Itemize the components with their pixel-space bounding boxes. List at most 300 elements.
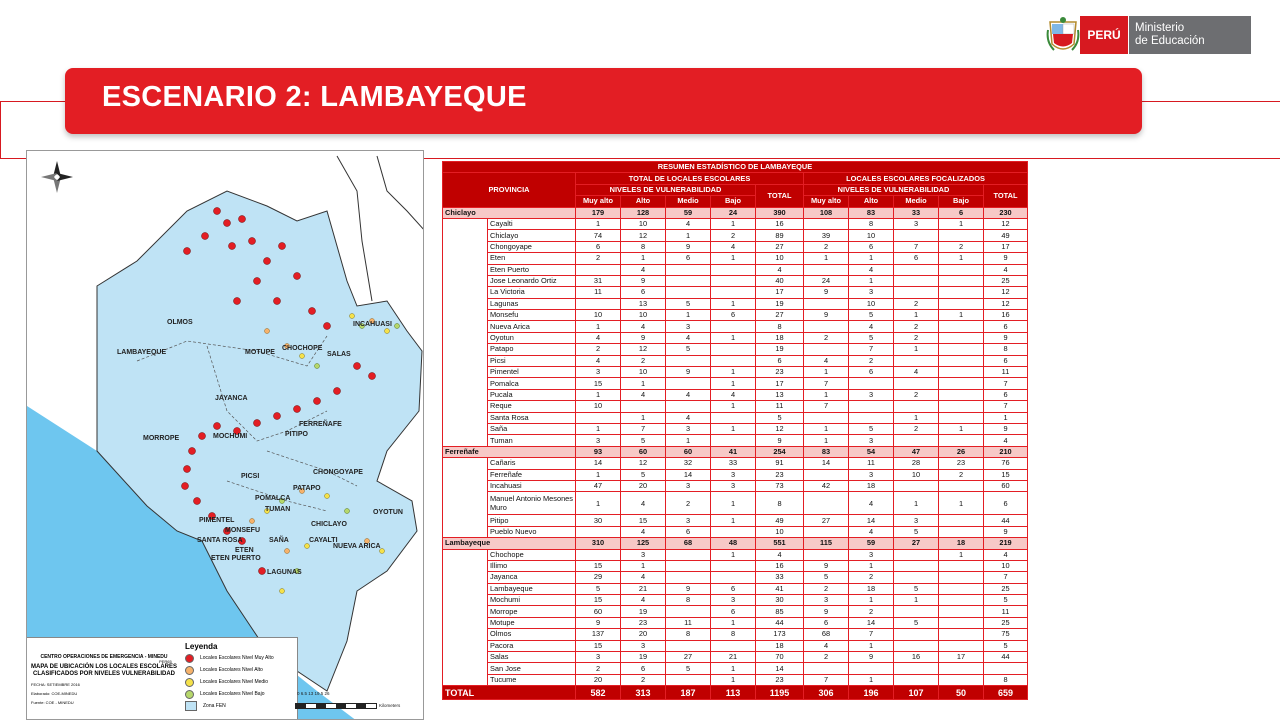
legend-date: FECHA: SETIEMBRE 2016 bbox=[31, 682, 80, 687]
district-value: 17 bbox=[756, 378, 804, 389]
district-name: Cayalti bbox=[488, 218, 576, 229]
district-value bbox=[894, 264, 939, 275]
district-value bbox=[939, 435, 984, 446]
district-value: 15 bbox=[576, 640, 621, 651]
district-value: 2 bbox=[804, 332, 849, 343]
district-value bbox=[894, 275, 939, 286]
legend-item-zona-fen: Zona FEN bbox=[185, 700, 274, 712]
district-value bbox=[894, 378, 939, 389]
district-value: 1 bbox=[621, 412, 666, 423]
province-value: 210 bbox=[984, 446, 1028, 457]
district-name: Pimentel bbox=[488, 367, 576, 378]
district-value: 4 bbox=[666, 389, 711, 400]
district-value bbox=[939, 595, 984, 606]
map-label-monsefu: MONSEFU bbox=[225, 527, 260, 534]
indent-cell bbox=[443, 435, 488, 446]
district-value bbox=[804, 264, 849, 275]
district-value: 3 bbox=[711, 595, 756, 606]
table-row bbox=[443, 344, 1028, 355]
district-value bbox=[939, 264, 984, 275]
district-value: 2 bbox=[804, 583, 849, 594]
district-value bbox=[666, 275, 711, 286]
district-value: 3 bbox=[849, 549, 894, 560]
district-value: 5 bbox=[849, 423, 894, 434]
province-value: 115 bbox=[804, 538, 849, 549]
district-value: 9 bbox=[666, 367, 711, 378]
district-value: 3 bbox=[621, 549, 666, 560]
district-value: 5 bbox=[894, 526, 939, 537]
district-value: 11 bbox=[849, 458, 894, 469]
district-value: 19 bbox=[621, 606, 666, 617]
district-value bbox=[939, 526, 984, 537]
district-value: 6 bbox=[666, 253, 711, 264]
grand-total-value: 113 bbox=[711, 686, 756, 700]
district-value: 1 bbox=[939, 253, 984, 264]
district-value: 6 bbox=[984, 492, 1028, 515]
header-total-1: TOTAL bbox=[756, 184, 804, 207]
district-value bbox=[576, 412, 621, 423]
red-dot-icon bbox=[185, 654, 194, 663]
map-label-lambayeque: LAMBAYEQUE bbox=[117, 349, 167, 356]
district-value bbox=[894, 287, 939, 298]
district-value: 31 bbox=[576, 275, 621, 286]
district-value: 4 bbox=[621, 264, 666, 275]
table-row bbox=[443, 674, 1028, 685]
grand-total-value: 1195 bbox=[756, 686, 804, 700]
indent-cell bbox=[443, 355, 488, 366]
district-value: 3 bbox=[894, 218, 939, 229]
district-value bbox=[894, 629, 939, 640]
map-label-incahuasi: INCAHUASI bbox=[353, 321, 392, 328]
coat-of-arms-icon bbox=[1046, 16, 1080, 56]
district-value: 7 bbox=[984, 401, 1028, 412]
district-value: 20 bbox=[621, 629, 666, 640]
district-name: San Jose bbox=[488, 663, 576, 674]
province-value: 93 bbox=[576, 446, 621, 457]
district-value: 11 bbox=[576, 287, 621, 298]
district-name: La Victoria bbox=[488, 287, 576, 298]
legend-item-muy-alto: Locales Escolares Nivel Muy Alto bbox=[185, 652, 274, 664]
district-value: 2 bbox=[894, 298, 939, 309]
district-value: 4 bbox=[621, 389, 666, 400]
district-value: 8 bbox=[984, 344, 1028, 355]
district-value: 4 bbox=[666, 412, 711, 423]
district-value: 2 bbox=[939, 241, 984, 252]
district-value: 4 bbox=[894, 367, 939, 378]
table-row bbox=[443, 640, 1028, 651]
district-value: 9 bbox=[984, 253, 1028, 264]
indent-cell bbox=[443, 583, 488, 594]
district-value bbox=[894, 401, 939, 412]
district-value: 16 bbox=[756, 560, 804, 571]
district-value: 1 bbox=[939, 423, 984, 434]
district-value bbox=[939, 332, 984, 343]
district-value: 6 bbox=[984, 389, 1028, 400]
district-value: 1 bbox=[621, 560, 666, 571]
district-value: 68 bbox=[804, 629, 849, 640]
district-value: 12 bbox=[984, 298, 1028, 309]
district-value: 10 bbox=[756, 526, 804, 537]
district-value bbox=[939, 367, 984, 378]
district-value: 3 bbox=[576, 435, 621, 446]
grand-total-row bbox=[443, 686, 1028, 700]
district-value: 1 bbox=[804, 435, 849, 446]
indent-cell bbox=[443, 412, 488, 423]
table-title: RESUMEN ESTADÍSTICO DE LAMBAYEQUE bbox=[443, 162, 1028, 173]
district-name: Olmos bbox=[488, 629, 576, 640]
header-total-locales: TOTAL DE LOCALES ESCOLARES bbox=[576, 173, 804, 184]
district-value: 3 bbox=[894, 515, 939, 526]
district-value bbox=[894, 435, 939, 446]
minedu-logo bbox=[1046, 14, 1205, 58]
map-label-sana: SAÑA bbox=[269, 537, 289, 544]
district-value: 3 bbox=[621, 640, 666, 651]
district-value bbox=[939, 583, 984, 594]
district-value: 4 bbox=[804, 640, 849, 651]
grand-total-value: 313 bbox=[621, 686, 666, 700]
district-value bbox=[894, 606, 939, 617]
province-value: 59 bbox=[666, 207, 711, 218]
district-value: 1 bbox=[666, 435, 711, 446]
indent-cell bbox=[443, 275, 488, 286]
district-value bbox=[804, 526, 849, 537]
district-value: 4 bbox=[576, 332, 621, 343]
province-value: 254 bbox=[756, 446, 804, 457]
district-value: 9 bbox=[804, 310, 849, 321]
header-bajo-2: Bajo bbox=[939, 196, 984, 207]
district-value bbox=[621, 401, 666, 412]
district-name: Reque bbox=[488, 401, 576, 412]
vulnerability-map bbox=[26, 150, 424, 720]
grand-total-value: 196 bbox=[849, 686, 894, 700]
district-value: 6 bbox=[666, 526, 711, 537]
district-value: 4 bbox=[849, 492, 894, 515]
district-value: 2 bbox=[576, 344, 621, 355]
district-value bbox=[939, 389, 984, 400]
district-value bbox=[939, 560, 984, 571]
district-value: 9 bbox=[576, 617, 621, 628]
district-name: Chochope bbox=[488, 549, 576, 560]
district-value: 1 bbox=[849, 674, 894, 685]
district-value bbox=[666, 560, 711, 571]
district-value: 1 bbox=[711, 549, 756, 560]
district-value: 23 bbox=[621, 617, 666, 628]
legend-info bbox=[29, 640, 179, 720]
district-value bbox=[894, 480, 939, 491]
district-value: 2 bbox=[621, 674, 666, 685]
district-value: 32 bbox=[666, 458, 711, 469]
district-value: 8 bbox=[666, 629, 711, 640]
title-banner bbox=[65, 68, 1142, 134]
district-value: 7 bbox=[804, 674, 849, 685]
district-value: 1 bbox=[621, 378, 666, 389]
district-value: 1 bbox=[984, 412, 1028, 423]
district-value: 1 bbox=[804, 389, 849, 400]
district-name: Lambayeque bbox=[488, 583, 576, 594]
district-value: 4 bbox=[621, 572, 666, 583]
table-row bbox=[443, 378, 1028, 389]
district-value: 16 bbox=[984, 310, 1028, 321]
district-value bbox=[804, 492, 849, 515]
map-label-ferrenafe: FERREÑAFE bbox=[299, 421, 342, 428]
district-value bbox=[804, 298, 849, 309]
district-value: 17 bbox=[939, 652, 984, 663]
district-value: 1 bbox=[621, 253, 666, 264]
district-value: 4 bbox=[849, 526, 894, 537]
map-label-pitipo: PITIPO bbox=[285, 431, 308, 438]
district-name: Pucala bbox=[488, 389, 576, 400]
district-value: 10 bbox=[849, 230, 894, 241]
district-value: 9 bbox=[756, 435, 804, 446]
province-value: 18 bbox=[939, 538, 984, 549]
district-value: 18 bbox=[849, 480, 894, 491]
district-value: 1 bbox=[711, 401, 756, 412]
district-value: 4 bbox=[984, 264, 1028, 275]
district-value: 1 bbox=[711, 367, 756, 378]
legend-map-title: MAPA DE UBICACIÓN LOS LOCALES ESCOLARES CLASIFICADOS POR NIVELES VULNERABILIDAD bbox=[30, 664, 177, 677]
legend-source: Fuente: COE - MINEDU bbox=[31, 700, 74, 705]
district-value: 4 bbox=[666, 218, 711, 229]
district-value: 85 bbox=[756, 606, 804, 617]
district-value: 4 bbox=[756, 549, 804, 560]
indent-cell bbox=[443, 572, 488, 583]
district-value: 4 bbox=[711, 389, 756, 400]
district-name: Pacora bbox=[488, 640, 576, 651]
table-row bbox=[443, 423, 1028, 434]
district-value bbox=[939, 275, 984, 286]
legend-sheet: PER65 bbox=[159, 659, 172, 664]
district-value: 1 bbox=[939, 549, 984, 560]
district-value: 1 bbox=[576, 469, 621, 480]
district-value: 1 bbox=[939, 218, 984, 229]
header-muy-alto-1: Muy alto bbox=[576, 196, 621, 207]
indent-cell bbox=[443, 298, 488, 309]
district-value: 27 bbox=[756, 310, 804, 321]
table-row bbox=[443, 298, 1028, 309]
district-value: 3 bbox=[576, 652, 621, 663]
scale-bar bbox=[295, 703, 377, 709]
legend-items bbox=[185, 652, 274, 712]
header-medio-2: Medio bbox=[894, 196, 939, 207]
table-row bbox=[443, 617, 1028, 628]
district-value: 6 bbox=[756, 355, 804, 366]
district-value: 1 bbox=[666, 230, 711, 241]
map-label-chiclayo: CHICLAYO bbox=[311, 521, 347, 528]
district-value bbox=[804, 218, 849, 229]
legend-item-bajo: Locales Escolares Nivel Bajo bbox=[185, 688, 274, 700]
district-value: 6 bbox=[711, 606, 756, 617]
table-row bbox=[443, 515, 1028, 526]
district-value: 1 bbox=[804, 367, 849, 378]
province-name: Lambayeque bbox=[443, 538, 576, 549]
district-name: Salas bbox=[488, 652, 576, 663]
district-value bbox=[711, 321, 756, 332]
map-label-chochope: CHOCHOPE bbox=[282, 345, 323, 352]
province-name: Ferreñafe bbox=[443, 446, 576, 457]
district-name: Ferreñafe bbox=[488, 469, 576, 480]
district-value: 6 bbox=[576, 241, 621, 252]
header-muy-alto-2: Muy alto bbox=[804, 196, 849, 207]
district-value: 7 bbox=[849, 344, 894, 355]
district-value: 1 bbox=[711, 423, 756, 434]
district-value: 6 bbox=[849, 241, 894, 252]
district-value: 30 bbox=[756, 595, 804, 606]
district-value: 25 bbox=[984, 583, 1028, 594]
table-row bbox=[443, 435, 1028, 446]
district-value: 6 bbox=[711, 310, 756, 321]
district-value: 2 bbox=[804, 241, 849, 252]
district-value: 4 bbox=[621, 321, 666, 332]
indent-cell bbox=[443, 526, 488, 537]
district-name: Illimo bbox=[488, 560, 576, 571]
district-value bbox=[894, 230, 939, 241]
district-value: 11 bbox=[666, 617, 711, 628]
district-value: 10 bbox=[894, 469, 939, 480]
district-value bbox=[576, 549, 621, 560]
scale-unit: Kilometers bbox=[379, 703, 401, 708]
map-label-salas: SALAS bbox=[327, 351, 351, 358]
district-value: 33 bbox=[711, 458, 756, 469]
indent-cell bbox=[443, 606, 488, 617]
district-value: 5 bbox=[894, 617, 939, 628]
district-name: Picsi bbox=[488, 355, 576, 366]
indent-cell bbox=[443, 367, 488, 378]
district-name: Monsefu bbox=[488, 310, 576, 321]
district-value: 1 bbox=[711, 617, 756, 628]
district-value bbox=[939, 606, 984, 617]
district-value bbox=[939, 515, 984, 526]
district-value: 2 bbox=[621, 355, 666, 366]
district-value: 76 bbox=[984, 458, 1028, 469]
district-value: 4 bbox=[756, 264, 804, 275]
district-name: Santa Rosa bbox=[488, 412, 576, 423]
logo-country: PERÚ bbox=[1080, 16, 1129, 54]
district-value bbox=[576, 298, 621, 309]
district-value: 89 bbox=[756, 230, 804, 241]
district-value: 75 bbox=[984, 629, 1028, 640]
map-label-cayalti: CAYALTI bbox=[309, 537, 338, 544]
district-name: Tuman bbox=[488, 435, 576, 446]
table-row bbox=[443, 401, 1028, 412]
indent-cell bbox=[443, 264, 488, 275]
district-value: 4 bbox=[666, 332, 711, 343]
district-value: 4 bbox=[576, 355, 621, 366]
district-value bbox=[666, 287, 711, 298]
indent-cell bbox=[443, 218, 488, 229]
district-value: 9 bbox=[984, 526, 1028, 537]
district-value: 23 bbox=[756, 469, 804, 480]
province-value: 26 bbox=[939, 446, 984, 457]
district-value: 17 bbox=[984, 241, 1028, 252]
province-value: 310 bbox=[576, 538, 621, 549]
district-value: 49 bbox=[984, 230, 1028, 241]
district-value: 10 bbox=[984, 560, 1028, 571]
district-value: 1 bbox=[849, 595, 894, 606]
map-label-morrope: MORROPE bbox=[143, 435, 180, 442]
orange-dot-icon bbox=[185, 666, 194, 675]
indent-cell bbox=[443, 389, 488, 400]
district-value: 9 bbox=[621, 275, 666, 286]
district-value bbox=[711, 287, 756, 298]
indent-cell bbox=[443, 321, 488, 332]
table-row bbox=[443, 367, 1028, 378]
district-value: 2 bbox=[894, 389, 939, 400]
indent-cell bbox=[443, 652, 488, 663]
district-value: 27 bbox=[666, 652, 711, 663]
district-value: 8 bbox=[849, 218, 894, 229]
district-value: 9 bbox=[666, 241, 711, 252]
district-value: 8 bbox=[756, 492, 804, 515]
map-label-mochumi: MOCHUMI bbox=[213, 433, 248, 440]
table-row bbox=[443, 253, 1028, 264]
district-value: 173 bbox=[756, 629, 804, 640]
district-value bbox=[939, 629, 984, 640]
district-value: 2 bbox=[849, 572, 894, 583]
district-value bbox=[666, 572, 711, 583]
district-value: 19 bbox=[756, 298, 804, 309]
district-value: 5 bbox=[849, 332, 894, 343]
district-value: 2 bbox=[894, 332, 939, 343]
district-name: Chiclayo bbox=[488, 230, 576, 241]
header-niveles-2: NIVELES DE VULNERABILIDAD bbox=[804, 184, 984, 195]
district-name: Pomalca bbox=[488, 378, 576, 389]
indent-cell bbox=[443, 253, 488, 264]
indent-cell bbox=[443, 401, 488, 412]
table-header-row-1 bbox=[443, 173, 1028, 184]
table-row bbox=[443, 629, 1028, 640]
district-name: Oyotun bbox=[488, 332, 576, 343]
district-value: 8 bbox=[711, 629, 756, 640]
district-value: 14 bbox=[849, 515, 894, 526]
indent-cell bbox=[443, 241, 488, 252]
grand-total-value: 187 bbox=[666, 686, 711, 700]
district-value bbox=[939, 230, 984, 241]
province-value: 24 bbox=[711, 207, 756, 218]
district-value bbox=[939, 663, 984, 674]
district-value bbox=[711, 526, 756, 537]
district-value: 2 bbox=[666, 492, 711, 515]
district-value: 15 bbox=[576, 378, 621, 389]
district-value: 7 bbox=[984, 378, 1028, 389]
indent-cell bbox=[443, 663, 488, 674]
district-value: 5 bbox=[666, 344, 711, 355]
district-value: 19 bbox=[621, 652, 666, 663]
district-value: 18 bbox=[756, 640, 804, 651]
district-value: 13 bbox=[621, 298, 666, 309]
district-value bbox=[939, 401, 984, 412]
district-value: 4 bbox=[621, 526, 666, 537]
district-value: 44 bbox=[984, 652, 1028, 663]
district-value: 3 bbox=[849, 435, 894, 446]
district-value: 73 bbox=[756, 480, 804, 491]
district-value: 3 bbox=[666, 321, 711, 332]
district-value: 5 bbox=[621, 469, 666, 480]
map-label-lagunas: LAGUNAS bbox=[267, 569, 302, 576]
district-value: 5 bbox=[984, 595, 1028, 606]
table-row bbox=[443, 469, 1028, 480]
zone-box-icon bbox=[185, 701, 197, 711]
indent-cell bbox=[443, 560, 488, 571]
table-row bbox=[443, 321, 1028, 332]
province-value: 60 bbox=[666, 446, 711, 457]
province-value: 551 bbox=[756, 538, 804, 549]
district-value bbox=[804, 344, 849, 355]
map-label-eten-puerto: ETEN PUERTO bbox=[211, 555, 261, 562]
table-row bbox=[443, 230, 1028, 241]
district-name: Saña bbox=[488, 423, 576, 434]
district-value: 91 bbox=[756, 458, 804, 469]
district-name: Cañaris bbox=[488, 458, 576, 469]
